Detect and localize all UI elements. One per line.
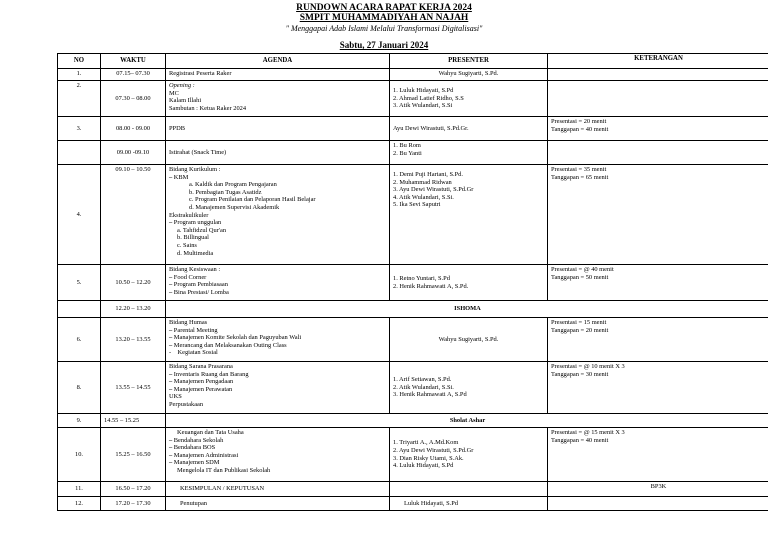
agenda-line: d. Multimedia (177, 249, 214, 257)
row-no: 4. (58, 165, 101, 265)
agenda-line: a. Kaldik dan Program Pengajaran (189, 181, 277, 189)
presenter-line: 3. Atik Wulandari, S.Si (393, 102, 453, 110)
row-no: 3. (58, 117, 101, 141)
presenter-line: 1. Arif Setiawan, S.Pd. (393, 376, 452, 384)
agenda-line: – Manajemen Administrasi (169, 452, 386, 460)
agenda-line: – Manajemen Komite Sekolah dan Paguyuban Wali (169, 334, 386, 342)
note-line: Tanggapan = 65 menit (551, 173, 609, 181)
row-presenter: Wahyu Sugiyarti, S.Pd. (390, 318, 548, 362)
agenda-line: - Kegiatan Sosial (169, 349, 218, 357)
row-notes (548, 69, 768, 81)
presenter-line: 3. Dian Risky Utami, S.Ak. (393, 454, 464, 462)
row-notes (548, 165, 768, 265)
presenter-line: 2. Henik Rahmawati A, S.Pd. (393, 282, 469, 290)
row-agenda: Penutupan (166, 497, 390, 511)
table-row (58, 318, 768, 362)
agenda-line: – Merancang dan Melaksanakan Outing Class (169, 342, 386, 350)
row-time: 17.20 – 17.30 (101, 497, 166, 511)
row-no (58, 141, 101, 165)
table-row (58, 428, 768, 482)
row-no: 12. (58, 497, 101, 511)
table-row (58, 69, 768, 81)
table-row (58, 165, 768, 265)
column-header-keterangan: KETERANGAN (548, 54, 768, 69)
row-notes: BP3K (548, 482, 768, 497)
row-presenter (390, 482, 548, 497)
agenda-line: – Bendahara Sekolah (169, 437, 386, 445)
row-agenda (166, 81, 390, 117)
row-time: 13.20 – 13.55 (101, 318, 166, 362)
presenter-line: 1. Triyarti A., A.Md.Kom (393, 439, 459, 447)
agenda-line: Bidang Kurikulum : (169, 166, 221, 173)
row-time: 14.55 – 15.25 (101, 414, 166, 428)
row-time: 07.30 – 08.00 (101, 81, 166, 117)
row-notes (548, 117, 768, 141)
row-notes (548, 141, 768, 165)
note-line: Tanggapan = 50 menit (551, 273, 609, 281)
row-no: 5. (58, 265, 101, 301)
presenter-line: 4. Atik Wulandari, S.Si. (393, 193, 454, 201)
agenda-line: – Parental Meeting (169, 327, 386, 335)
note-line: Presentasi = 35 menit (551, 166, 607, 173)
row-no: 8. (58, 362, 101, 414)
row-presenter (390, 141, 548, 165)
presenter-line: 3. Henik Rahmawati A, S.Pd (393, 391, 467, 399)
agenda-line: – Bendahara BOS (169, 444, 386, 452)
table-row (58, 265, 768, 301)
presenter-line: 1. Luluk Hidayati, S.Pd (393, 87, 454, 95)
agenda-line: Bidang Humas (169, 319, 208, 326)
row-presenter (390, 165, 548, 265)
break-label: Sholat Ashar (166, 414, 768, 428)
row-time: 08.00 - 09.00 (101, 117, 166, 141)
table-row (58, 414, 768, 428)
row-agenda: Istirahat (Snack Time) (166, 141, 390, 165)
row-no: 11. (58, 482, 101, 497)
presenter-line: 3. Ayu Dewi Wirastuti, S.Pd.Gr (393, 186, 474, 194)
agenda-line: d. Manajemen Supervisi Akademik (189, 203, 280, 211)
row-no: 10. (58, 428, 101, 482)
row-notes (548, 362, 768, 414)
note-line: Tanggapan = 40 menit (551, 436, 609, 444)
note-line: Presentasi = @ 40 menit (551, 266, 614, 273)
presenter-line: 2. Atik Wulandari, S.Si. (393, 383, 454, 391)
event-theme: " Menggapai Adab Islami Melalui Transformasi Digitalisasi" (285, 24, 483, 33)
row-presenter: Luluk Hidayati, S.Pd (390, 497, 548, 511)
document-title: RUNDOWN ACARA RAPAT KERJA 2024 (296, 3, 472, 13)
table-row (58, 81, 768, 117)
row-time: 09.10 – 10.50 (101, 165, 166, 265)
agenda-line: Opening : (169, 82, 195, 89)
agenda-line: b. Pembagian Tugas Asatidz (189, 188, 262, 196)
row-notes (548, 428, 768, 482)
row-agenda (166, 362, 390, 414)
note-line: Presentasi = @ 15 menit X 3 (551, 429, 625, 436)
row-notes (548, 81, 768, 117)
break-label: ISHOMA (166, 301, 768, 318)
column-header-agenda: AGENDA (166, 54, 390, 69)
presenter-line: 1. Bu Rom (393, 142, 421, 149)
row-notes (548, 265, 768, 301)
note-line: Presentasi = @ 10 menit X 3 (551, 363, 625, 370)
row-time: 10.50 – 12.20 (101, 265, 166, 301)
presenter-line: 5. Ika Sevi Saputri (393, 201, 441, 209)
agenda-line: Sambutan : Ketua Raker 2024 (169, 104, 247, 112)
school-name: SMPIT MUHAMMADIYAH AN NAJAH (299, 13, 469, 23)
agenda-line: – Manajemen Pengadaan (169, 378, 386, 386)
agenda-line: Bidang Kesiswaan : (169, 266, 221, 273)
table-row (58, 301, 768, 318)
row-no: 9. (58, 414, 101, 428)
agenda-line: Ekstrakulikuler (169, 211, 209, 219)
row-agenda: Registrasi Peserta Raker (166, 69, 390, 81)
row-no: 6. (58, 318, 101, 362)
table-row (58, 362, 768, 414)
table-header-row (58, 54, 768, 69)
row-time: 16.50 – 17.20 (101, 482, 166, 497)
agenda-line: a. Tahfidzul Qur'an (177, 226, 227, 234)
row-notes (548, 497, 768, 511)
row-presenter (390, 81, 548, 117)
row-presenter: Wahyu Sugiyarti, S.Pd. (390, 69, 548, 81)
column-header-no: NO (58, 54, 101, 69)
row-agenda (166, 318, 390, 362)
row-agenda: KESIMPULAN / KEPUTUSAN (166, 482, 390, 497)
agenda-line: – Program Pembiasaan (169, 281, 386, 289)
agenda-line: c. Program Penilaian dan Pelaporan Hasil Belajar (189, 196, 316, 204)
note-line: Tanggapan = 30 menit (551, 370, 609, 378)
note-line: Tanggapan = 40 menit (551, 125, 609, 133)
row-time: 07.15– 07.30 (101, 69, 166, 81)
row-notes (548, 318, 768, 362)
rundown-table (57, 53, 768, 511)
column-header-presenter: PRESENTER (390, 54, 548, 69)
agenda-line: c. Sains (177, 241, 197, 249)
agenda-line: – Inventaris Ruang dan Barang (169, 371, 386, 379)
presenter-line: 1. Demi Puji Hartani, S.Pd. (393, 171, 463, 178)
agenda-line: UKS (169, 393, 182, 401)
note-line: Presentasi = 15 menit (551, 319, 607, 326)
event-date: Sabtu, 27 Januari 2024 (339, 40, 429, 50)
agenda-line: – Manajemen Perawatan (169, 386, 386, 394)
note-line: Presentasi = 20 menit (551, 118, 607, 125)
row-agenda (166, 265, 390, 301)
row-presenter (390, 428, 548, 482)
agenda-line: – Food Corner (169, 274, 386, 282)
presenter-line: 4. Luluk Hidayati, S.Pd (393, 462, 454, 470)
agenda-line: MC (169, 89, 179, 97)
row-time: 15.25 – 16.50 (101, 428, 166, 482)
presenter-line: 2. Ahmad Latief Ridho, S.S (393, 94, 464, 102)
agenda-line: – Manajemen SDM (169, 459, 386, 467)
row-time: 13.55 – 14.55 (101, 362, 166, 414)
presenter-line: 1. Retno Yuntari, S.Pd (393, 274, 450, 282)
table-row (58, 497, 768, 511)
row-presenter (390, 265, 548, 301)
row-agenda (166, 428, 390, 482)
column-header-waktu: WAKTU (101, 54, 166, 69)
row-no (58, 301, 101, 318)
table-row (58, 117, 768, 141)
agenda-line: – Program unggulan (169, 219, 386, 227)
presenter-line: 2. Muhammad Ridwan (393, 178, 452, 186)
agenda-line: b. Billingual (177, 234, 209, 242)
agenda-line: – KBM (169, 174, 386, 182)
table-row (58, 482, 768, 497)
note-line: Tanggapan = 20 menit (551, 326, 609, 334)
presenter-line: 2. Bu Yanti (393, 149, 422, 157)
row-no: 2. (58, 81, 101, 117)
agenda-line: – Bina Prestasi/ Lomba (169, 289, 386, 297)
table-row (58, 141, 768, 165)
agenda-line: Bidang Sarana Prasarana (169, 363, 233, 370)
row-presenter (390, 362, 548, 414)
row-agenda: PPDB (166, 117, 390, 141)
presenter-line: 2. Ayu Dewi Wirastuti, S.Pd.Gr (393, 446, 474, 454)
agenda-line: Kalam Illahi (169, 97, 202, 105)
row-time: 09.00 -09.10 (101, 141, 166, 165)
row-presenter: Ayu Dewi Wirastuti, S.Pd.Gr. (390, 117, 548, 141)
agenda-line: Keuangan dan Tata Usaha (177, 429, 244, 436)
row-agenda (166, 165, 390, 265)
agenda-line: Perpustakaan (169, 400, 204, 408)
agenda-line: Mengelola IT dan Publikasi Sekolah (177, 466, 271, 474)
row-time: 12.20 – 13.20 (101, 301, 166, 318)
agenda-text: Kegiatan Sosial (177, 349, 218, 357)
row-no: 1. (58, 69, 101, 81)
